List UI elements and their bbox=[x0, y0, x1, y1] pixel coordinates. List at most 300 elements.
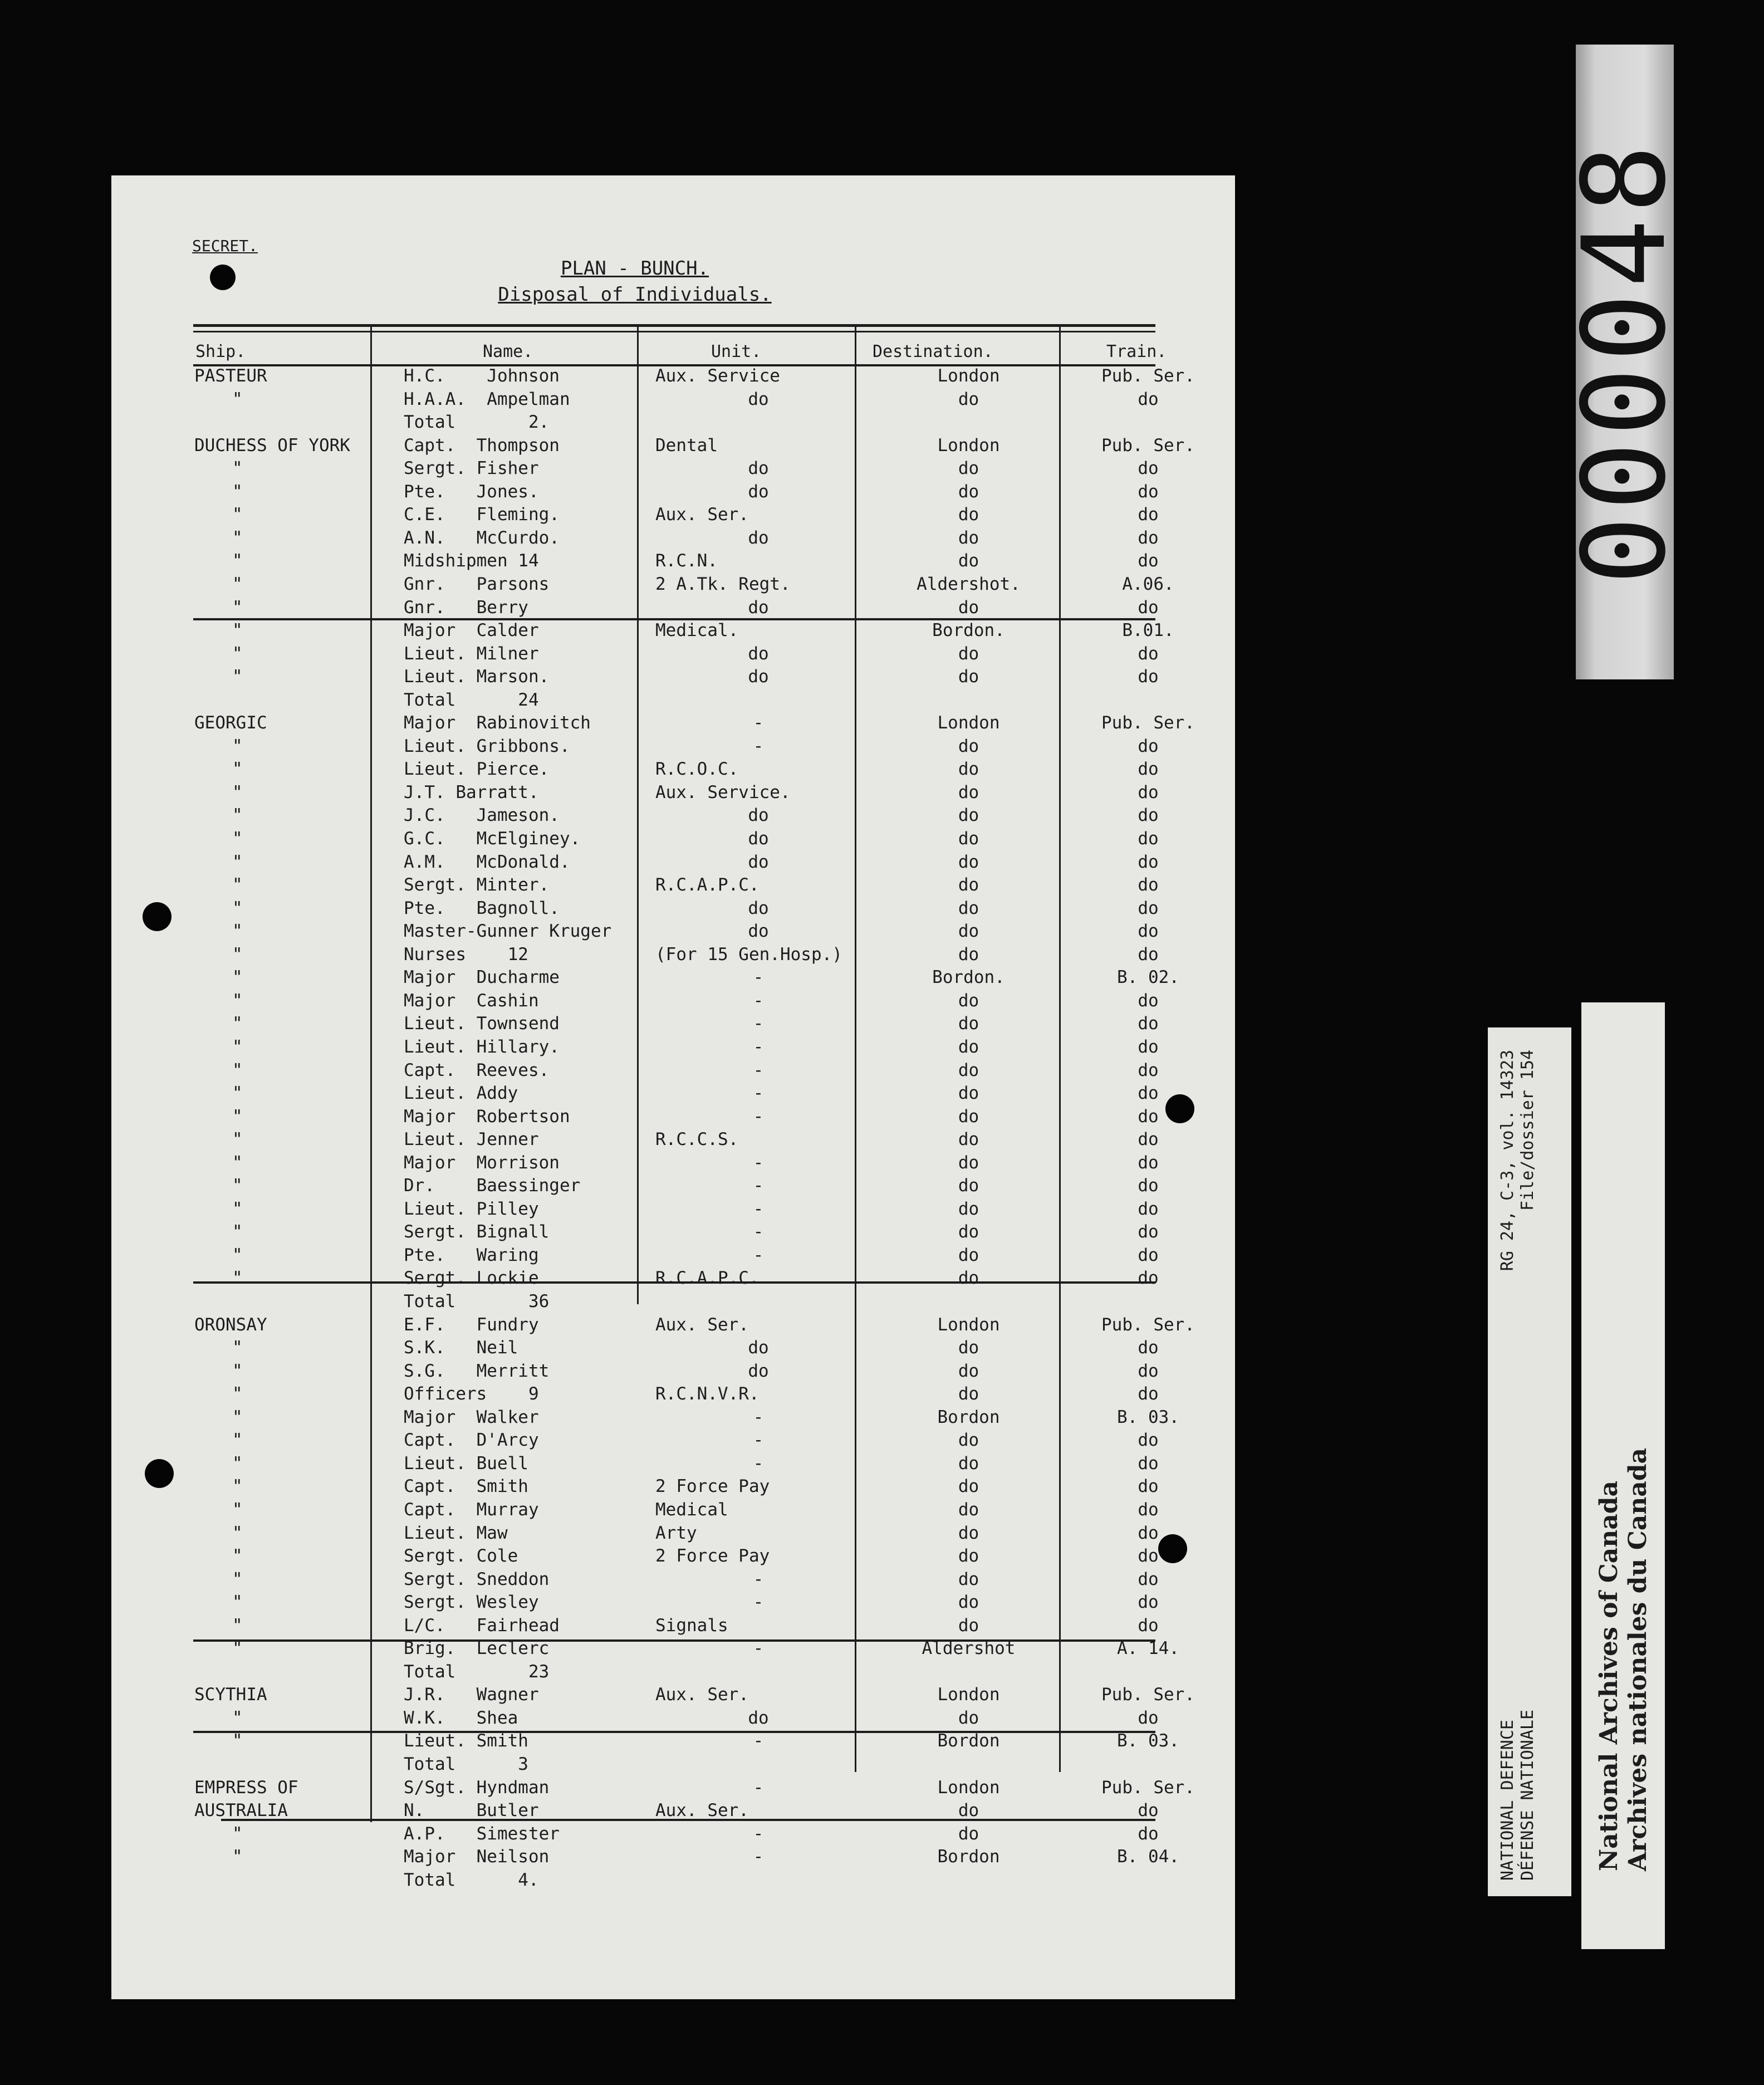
table-row bbox=[193, 850, 1159, 874]
name-cell: Major Rabinovitch bbox=[404, 713, 591, 733]
ship-cell: AUSTRALIA bbox=[194, 1800, 288, 1821]
name-cell: Capt. Smith bbox=[404, 1476, 528, 1497]
table-row bbox=[193, 388, 1159, 411]
train-cell: do bbox=[1138, 921, 1159, 942]
destination-cell: do bbox=[958, 1106, 979, 1127]
unit-cell: do bbox=[748, 1707, 769, 1728]
name-cell: Major Walker bbox=[404, 1407, 539, 1427]
unit-cell: do bbox=[748, 805, 769, 826]
destination-cell: do bbox=[958, 1060, 979, 1080]
name-cell: J.R. Wagner bbox=[404, 1685, 539, 1705]
destination-cell: do bbox=[958, 898, 979, 918]
destination-cell: do bbox=[958, 1569, 979, 1589]
name-cell: Total 4. bbox=[404, 1869, 539, 1890]
ship-cell: " bbox=[232, 1083, 243, 1104]
name-cell: Major Morrison bbox=[404, 1152, 560, 1173]
unit-cell: - bbox=[753, 1430, 764, 1451]
unit-cell: do bbox=[748, 1338, 769, 1358]
train-cell: do bbox=[1138, 1546, 1159, 1567]
unit-cell: 2 Force Pay bbox=[655, 1546, 770, 1567]
table-row bbox=[193, 1382, 1159, 1406]
name-cell: A.P. Simester bbox=[404, 1823, 560, 1844]
train-cell: B. 03. bbox=[1117, 1731, 1179, 1751]
ship-cell: " bbox=[232, 1569, 243, 1589]
unit-cell: do bbox=[748, 597, 769, 618]
unit-cell: Aux. Service. bbox=[655, 782, 791, 802]
unit-cell: do bbox=[748, 898, 769, 918]
reference-label bbox=[1488, 1027, 1571, 1896]
name-cell: Sergt. Bignall bbox=[404, 1222, 550, 1242]
ship-cell: " bbox=[232, 1453, 243, 1474]
name-cell: Pte. Jones. bbox=[404, 481, 539, 502]
unit-cell: do bbox=[748, 829, 769, 849]
ship-cell: " bbox=[232, 1546, 243, 1567]
train-cell: do bbox=[1138, 643, 1159, 664]
unit-cell: do bbox=[748, 851, 769, 872]
table-row bbox=[193, 434, 1195, 457]
name-cell: W.K. Shea bbox=[404, 1707, 518, 1728]
ship-cell: " bbox=[232, 1407, 243, 1427]
ship-cell: " bbox=[232, 1592, 243, 1613]
table-row bbox=[193, 943, 1159, 966]
destination-cell: do bbox=[958, 1338, 979, 1358]
unit-cell: (For 15 Gen.Hosp.) bbox=[655, 944, 842, 965]
destination-cell: Bordon bbox=[937, 1847, 1000, 1867]
train-cell: do bbox=[1138, 851, 1159, 872]
unit-cell: Aux. Ser. bbox=[655, 1685, 749, 1705]
unit-cell: Aux. Ser. bbox=[655, 1800, 749, 1821]
unit-cell: Medical bbox=[655, 1499, 728, 1520]
table-row bbox=[193, 549, 1159, 572]
train-cell: do bbox=[1138, 1014, 1159, 1034]
destination-cell: do bbox=[958, 851, 979, 872]
ship-cell: " bbox=[232, 1823, 243, 1844]
train-cell: do bbox=[1138, 782, 1159, 802]
ship-cell: " bbox=[232, 782, 243, 802]
punch-hole bbox=[145, 1459, 174, 1488]
unit-cell: 2 Force Pay bbox=[655, 1476, 770, 1497]
name-cell: Sergt. Minter. bbox=[404, 875, 550, 895]
destination-cell: do bbox=[958, 990, 979, 1011]
name-cell: N. Butler bbox=[404, 1800, 539, 1821]
table-row bbox=[193, 897, 1159, 920]
unit-cell: R.C.O.C. bbox=[655, 759, 739, 780]
name-cell: Lieut. Hillary. bbox=[404, 1036, 560, 1057]
ship-cell: " bbox=[232, 1129, 243, 1150]
table-row bbox=[193, 480, 1159, 503]
table-row bbox=[193, 1336, 1159, 1359]
ship-cell: " bbox=[232, 1499, 243, 1520]
destination-cell: London bbox=[937, 1685, 1000, 1705]
name-cell: Major Ducharme bbox=[404, 967, 560, 988]
unit-cell: do bbox=[748, 458, 769, 479]
table-row bbox=[193, 966, 1179, 989]
unit-cell: - bbox=[753, 1014, 764, 1034]
name-cell: Dr. Baessinger bbox=[404, 1176, 581, 1196]
destination-cell: London bbox=[937, 366, 1000, 386]
ship-cell: " bbox=[232, 1476, 243, 1497]
table-row bbox=[193, 1197, 1159, 1221]
train-cell: do bbox=[1138, 1430, 1159, 1451]
table-row bbox=[193, 1683, 1195, 1706]
ship-cell: " bbox=[232, 1523, 243, 1543]
destination-cell: do bbox=[958, 1523, 979, 1543]
unit-cell: - bbox=[753, 1638, 764, 1659]
destination-cell: do bbox=[958, 458, 979, 479]
unit-cell: - bbox=[753, 967, 764, 988]
ship-cell: " bbox=[232, 898, 243, 918]
unit-cell: - bbox=[753, 1731, 764, 1751]
name-cell: J.T. Barratt. bbox=[404, 782, 539, 802]
destination-cell: do bbox=[958, 1129, 979, 1150]
table-row bbox=[193, 596, 1159, 619]
ship-cell: PASTEUR bbox=[194, 366, 267, 386]
punch-hole bbox=[210, 265, 236, 290]
table-row bbox=[193, 711, 1195, 735]
train-cell: do bbox=[1138, 505, 1159, 525]
train-cell: do bbox=[1138, 1615, 1159, 1636]
ship-cell: EMPRESS OF bbox=[194, 1777, 298, 1798]
unit-cell: - bbox=[753, 1176, 764, 1196]
destination-cell: do bbox=[958, 527, 979, 548]
table-row bbox=[193, 919, 1159, 943]
train-cell: Pub. Ser. bbox=[1101, 366, 1195, 386]
train-cell: do bbox=[1138, 1384, 1159, 1404]
name-cell: C.E. Fleming. bbox=[404, 505, 560, 525]
unit-cell: R.C.N.V.R. bbox=[655, 1384, 759, 1404]
train-cell: do bbox=[1138, 1707, 1159, 1728]
ship-cell: " bbox=[232, 389, 243, 409]
table-row bbox=[193, 1799, 1159, 1822]
destination-cell: do bbox=[958, 1476, 979, 1497]
name-cell: Major Cashin bbox=[404, 990, 539, 1011]
dept-line-1: NATIONAL DEFENCE bbox=[1498, 1720, 1517, 1881]
table-row bbox=[193, 1174, 1159, 1197]
unit-cell: 2 A.Tk. Regt. bbox=[655, 574, 791, 594]
ship-cell: " bbox=[232, 1222, 243, 1242]
table-row bbox=[193, 1475, 1159, 1498]
ship-cell: " bbox=[232, 829, 243, 849]
table-row bbox=[193, 1868, 1155, 1892]
destination-cell: do bbox=[958, 759, 979, 780]
destination-cell: Bordon bbox=[937, 1731, 1000, 1751]
name-cell: A.M. McDonald. bbox=[404, 851, 570, 872]
unit-cell: Aux. Service bbox=[655, 366, 780, 386]
destination-cell: do bbox=[958, 1014, 979, 1034]
name-cell: Sergt. Wesley bbox=[404, 1592, 539, 1613]
table-row bbox=[193, 1220, 1159, 1244]
name-cell: Lieut. Maw bbox=[404, 1523, 508, 1543]
name-cell: Sergt. Sneddon bbox=[404, 1569, 550, 1589]
ship-cell: " bbox=[232, 643, 243, 664]
destination-cell: do bbox=[958, 944, 979, 965]
name-cell: Officers 9 bbox=[404, 1384, 539, 1404]
ship-cell: " bbox=[232, 1060, 243, 1080]
unit-cell: - bbox=[753, 1407, 764, 1427]
name-cell: Lieut. Milner bbox=[404, 643, 539, 664]
train-cell: B.01. bbox=[1122, 620, 1174, 641]
table-row bbox=[193, 364, 1195, 388]
table-row bbox=[193, 572, 1174, 596]
unit-cell: do bbox=[748, 667, 769, 687]
table-row bbox=[193, 1845, 1179, 1868]
train-cell: do bbox=[1138, 667, 1159, 687]
table-top-rule bbox=[193, 324, 1155, 327]
classification-label: SECRET. bbox=[192, 237, 258, 255]
train-cell: do bbox=[1138, 759, 1159, 780]
destination-cell: Bordon bbox=[937, 1407, 1000, 1427]
name-cell: Sergt. Lockie bbox=[404, 1268, 539, 1289]
table-row bbox=[193, 526, 1159, 550]
ship-cell: " bbox=[232, 967, 243, 988]
train-cell: do bbox=[1138, 829, 1159, 849]
table-row bbox=[193, 1452, 1159, 1475]
train-cell: do bbox=[1138, 1499, 1159, 1520]
train-cell: do bbox=[1138, 805, 1159, 826]
reference-line-1: RG 24, C-3, vol. 14323 bbox=[1498, 1050, 1517, 1271]
destination-cell: do bbox=[958, 805, 979, 826]
destination-cell: do bbox=[958, 1360, 979, 1381]
table-row bbox=[193, 503, 1159, 526]
train-cell: Pub. Ser. bbox=[1101, 713, 1195, 733]
train-cell: do bbox=[1138, 1360, 1159, 1381]
ship-cell: " bbox=[232, 736, 243, 756]
destination-cell: do bbox=[958, 1707, 979, 1728]
name-cell: Capt. D'Arcy bbox=[404, 1430, 539, 1451]
name-cell: Total 3 bbox=[404, 1754, 528, 1774]
name-cell: Lieut. Addy bbox=[404, 1083, 518, 1104]
train-cell: do bbox=[1138, 1245, 1159, 1265]
destination-cell: do bbox=[958, 667, 979, 687]
train-cell: do bbox=[1138, 1476, 1159, 1497]
train-cell: A.06. bbox=[1122, 574, 1174, 594]
destination-cell: London bbox=[937, 713, 1000, 733]
table-row bbox=[193, 1729, 1179, 1753]
table-row bbox=[193, 1776, 1195, 1799]
destination-cell: do bbox=[958, 1453, 979, 1474]
train-cell: do bbox=[1138, 1823, 1159, 1844]
train-cell: Pub. Ser. bbox=[1101, 435, 1195, 456]
train-cell: do bbox=[1138, 1592, 1159, 1613]
table-row bbox=[193, 619, 1174, 642]
table-row bbox=[193, 1544, 1159, 1568]
table-row bbox=[193, 1244, 1159, 1267]
table-row bbox=[193, 1313, 1195, 1337]
destination-cell: do bbox=[958, 481, 979, 502]
header-destination: Destination. bbox=[873, 342, 993, 361]
name-cell: H.A.A. Ampelman bbox=[404, 389, 570, 409]
name-cell: Lieut. Gribbons. bbox=[404, 736, 570, 756]
name-cell: A.N. McCurdo. bbox=[404, 527, 560, 548]
train-cell: do bbox=[1138, 1152, 1159, 1173]
table-row bbox=[193, 1151, 1159, 1174]
ship-cell: " bbox=[232, 1036, 243, 1057]
name-cell: Pte. Bagnoll. bbox=[404, 898, 560, 918]
table-row bbox=[193, 457, 1159, 480]
table-row bbox=[193, 1822, 1159, 1846]
destination-cell: do bbox=[958, 1198, 979, 1219]
train-cell: do bbox=[1138, 1198, 1159, 1219]
archive-label bbox=[1581, 1002, 1665, 1949]
name-cell: Gnr. Parsons bbox=[404, 574, 550, 594]
unit-cell: - bbox=[753, 1847, 764, 1867]
name-cell: Capt. Reeves. bbox=[404, 1060, 550, 1080]
name-cell: Master-Gunner Kruger bbox=[404, 921, 612, 942]
disposal-table bbox=[193, 324, 1195, 1890]
ship-cell: " bbox=[232, 481, 243, 502]
unit-cell: - bbox=[753, 713, 764, 733]
destination-cell: London bbox=[937, 1314, 1000, 1335]
table-row bbox=[193, 1590, 1159, 1614]
destination-cell: do bbox=[958, 1592, 979, 1613]
name-cell: L/C. Fairhead bbox=[404, 1615, 560, 1636]
train-cell: do bbox=[1138, 1083, 1159, 1104]
ship-cell: ORONSAY bbox=[194, 1314, 267, 1335]
ship-cell: " bbox=[232, 1198, 243, 1219]
unit-cell: R.C.N. bbox=[655, 551, 718, 571]
name-cell: Pte. Waring bbox=[404, 1245, 539, 1265]
name-cell: Total 2. bbox=[404, 412, 550, 433]
destination-cell: Aldershot. bbox=[917, 574, 1021, 594]
table-row bbox=[193, 1081, 1159, 1105]
train-cell: do bbox=[1138, 1338, 1159, 1358]
train-cell: do bbox=[1138, 1176, 1159, 1196]
destination-cell: do bbox=[958, 1083, 979, 1104]
ship-cell: " bbox=[232, 1384, 243, 1404]
name-cell: Sergt. Fisher bbox=[404, 458, 539, 479]
destination-cell: do bbox=[958, 921, 979, 942]
destination-cell: do bbox=[958, 1384, 979, 1404]
unit-cell: R.C.C.S. bbox=[655, 1129, 739, 1150]
punch-hole bbox=[143, 902, 171, 931]
table-row bbox=[193, 1406, 1179, 1429]
name-cell: Lieut. Jenner bbox=[404, 1129, 539, 1150]
ship-cell: " bbox=[232, 1152, 243, 1173]
train-cell: do bbox=[1138, 1569, 1159, 1589]
name-cell: Capt. Murray bbox=[404, 1499, 539, 1520]
name-cell: Major Neilson bbox=[404, 1847, 550, 1867]
unit-cell: do bbox=[748, 527, 769, 548]
destination-cell: do bbox=[958, 389, 979, 409]
train-cell: do bbox=[1138, 1129, 1159, 1150]
destination-cell: do bbox=[958, 1546, 979, 1567]
unit-cell: Dental bbox=[655, 435, 718, 456]
ship-cell: " bbox=[232, 1638, 243, 1659]
ship-cell: " bbox=[232, 574, 243, 594]
name-cell: Brig. Leclerc bbox=[404, 1638, 550, 1659]
ship-cell: " bbox=[232, 759, 243, 780]
name-cell: G.C. McElginey. bbox=[404, 829, 581, 849]
train-cell: Pub. Ser. bbox=[1101, 1685, 1195, 1705]
name-cell: Lieut. Townsend bbox=[404, 1014, 560, 1034]
train-cell: do bbox=[1138, 1106, 1159, 1127]
ship-cell: " bbox=[232, 1731, 243, 1751]
unit-cell: - bbox=[753, 1569, 764, 1589]
train-cell: do bbox=[1138, 875, 1159, 895]
table-row bbox=[193, 1290, 1155, 1313]
ship-cell: SCYTHIA bbox=[194, 1685, 267, 1705]
destination-cell: do bbox=[958, 1152, 979, 1173]
train-cell: B. 03. bbox=[1117, 1407, 1179, 1427]
unit-cell: - bbox=[753, 1060, 764, 1080]
name-cell: Total 24 bbox=[404, 689, 539, 710]
train-cell: Pub. Ser. bbox=[1101, 1314, 1195, 1335]
unit-cell: - bbox=[753, 1036, 764, 1057]
ship-cell: GEORGIC bbox=[194, 713, 267, 733]
unit-cell: do bbox=[748, 389, 769, 409]
frame-number: 000048 bbox=[1559, 139, 1691, 585]
reference-line-2: File/dossier 154 bbox=[1518, 1050, 1537, 1211]
destination-cell: do bbox=[958, 1430, 979, 1451]
ship-cell: " bbox=[232, 597, 243, 618]
name-cell: Lieut. Marson. bbox=[404, 667, 550, 687]
unit-cell: R.C.A.P.C. bbox=[655, 875, 759, 895]
table-row bbox=[193, 1105, 1159, 1128]
unit-cell: Medical. bbox=[655, 620, 739, 641]
destination-cell: do bbox=[958, 736, 979, 756]
unit-cell: do bbox=[748, 921, 769, 942]
unit-cell: Signals bbox=[655, 1615, 728, 1636]
unit-cell: R.C.A.P.C. bbox=[655, 1268, 759, 1289]
table-row bbox=[193, 1428, 1159, 1452]
table-row bbox=[193, 1637, 1179, 1660]
ship-cell: " bbox=[232, 1106, 243, 1127]
header-ship: Ship. bbox=[195, 342, 246, 361]
train-cell: do bbox=[1138, 1268, 1159, 1289]
unit-cell: - bbox=[753, 1777, 764, 1798]
table-row bbox=[193, 1359, 1159, 1383]
destination-cell: Aldershot bbox=[922, 1638, 1016, 1659]
table-row bbox=[193, 827, 1159, 850]
table-row bbox=[193, 1059, 1159, 1082]
table-row bbox=[193, 1706, 1159, 1730]
ship-cell: " bbox=[232, 620, 243, 641]
train-cell: do bbox=[1138, 1523, 1159, 1543]
name-cell: S.G. Merritt bbox=[404, 1360, 550, 1381]
header-name: Name. bbox=[483, 342, 533, 361]
destination-cell: Bordon. bbox=[932, 620, 1005, 641]
unit-cell: do bbox=[748, 1360, 769, 1381]
table-row bbox=[193, 757, 1159, 781]
table-row bbox=[193, 688, 1155, 712]
unit-cell: Aux. Ser. bbox=[655, 1314, 749, 1335]
destination-cell: London bbox=[937, 435, 1000, 456]
name-cell: Lieut. Smith bbox=[404, 1731, 528, 1751]
unit-cell: - bbox=[753, 1198, 764, 1219]
unit-cell: - bbox=[753, 1245, 764, 1265]
unit-cell: Arty bbox=[655, 1523, 697, 1543]
name-cell: Midshipmen 14 bbox=[404, 551, 539, 571]
destination-cell: do bbox=[958, 1222, 979, 1242]
name-cell: Sergt. Cole bbox=[404, 1546, 518, 1567]
train-cell: Pub. Ser. bbox=[1101, 1777, 1195, 1798]
ship-cell: " bbox=[232, 1014, 243, 1034]
ship-cell: " bbox=[232, 1338, 243, 1358]
train-cell: do bbox=[1138, 389, 1159, 409]
name-cell: Total 36 bbox=[404, 1291, 550, 1311]
table-row bbox=[193, 781, 1159, 804]
train-cell: A. 14. bbox=[1117, 1638, 1179, 1659]
name-cell: S/Sgt. Hyndman bbox=[404, 1777, 550, 1798]
ship-cell: " bbox=[232, 1430, 243, 1451]
ship-cell: " bbox=[232, 990, 243, 1011]
unit-cell: - bbox=[753, 1823, 764, 1844]
train-cell: do bbox=[1138, 1222, 1159, 1242]
destination-cell: London bbox=[937, 1777, 1000, 1798]
train-cell: do bbox=[1138, 551, 1159, 571]
destination-cell: do bbox=[958, 643, 979, 664]
name-cell: H.C. Johnson bbox=[404, 366, 560, 386]
